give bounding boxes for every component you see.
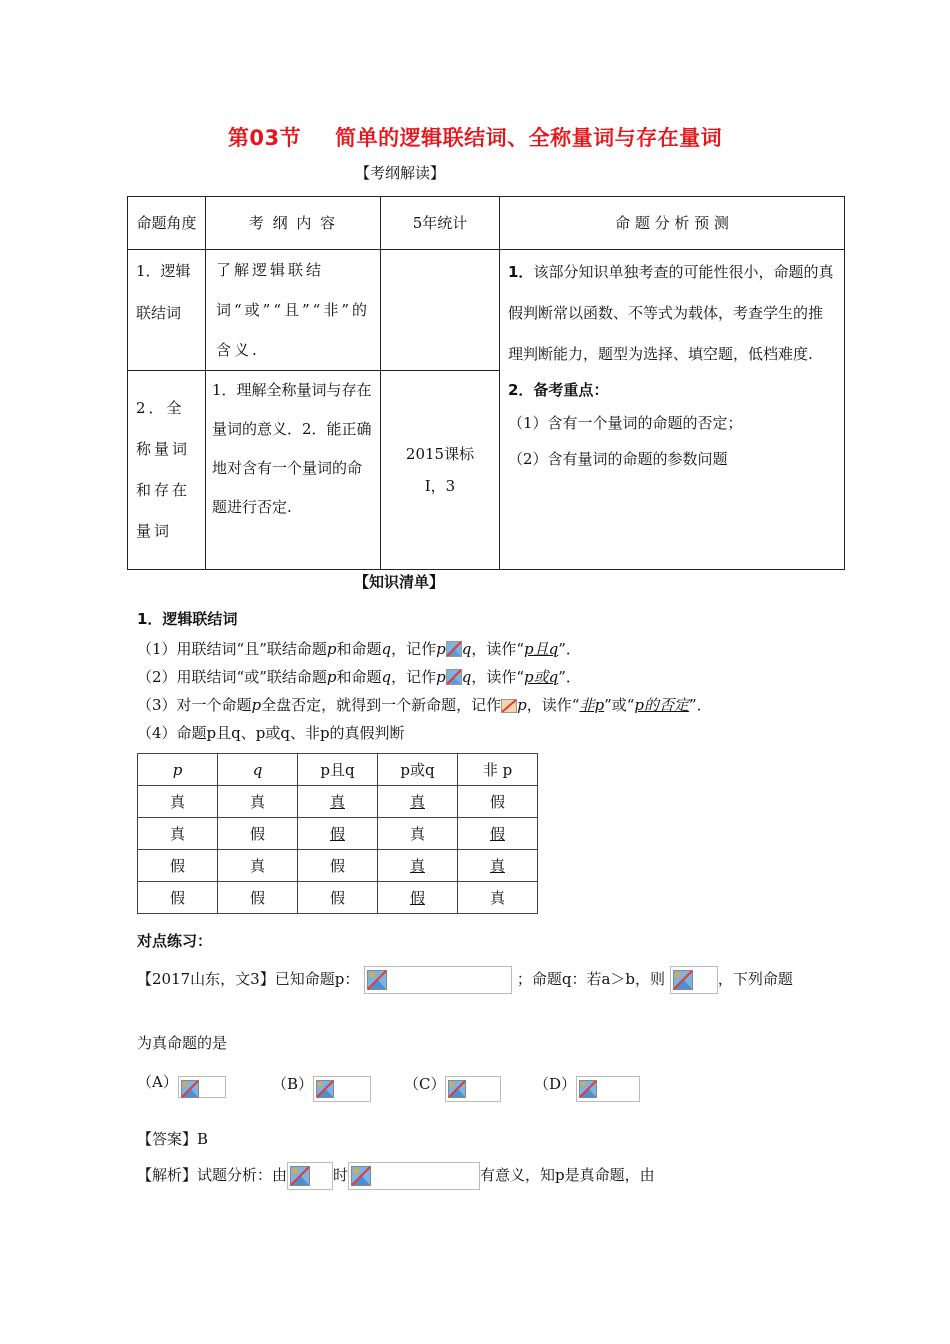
knowledge-heading: 【知识清单】 bbox=[354, 573, 445, 591]
image-placeholder-icon bbox=[501, 699, 517, 717]
question-line-2: 为真命题的是 bbox=[137, 1034, 228, 1052]
analysis-p1: 1．该部分知识单独考查的可能性很小，命题的真假判断常以函数、不等式为载体，考查学生的推理判断能力，题型为选择、填空题，低档难度. bbox=[508, 263, 834, 363]
analysis-p4: （2）含有量词的命题的参数问题 bbox=[508, 450, 728, 468]
row1-angle: 1．逻辑联结词 bbox=[128, 250, 206, 371]
formula-image bbox=[348, 1162, 480, 1190]
image-placeholder-icon bbox=[446, 641, 462, 661]
row1-stats bbox=[381, 250, 500, 371]
formula-image bbox=[445, 1076, 501, 1102]
truth-cell: 假 bbox=[458, 786, 538, 818]
section1-title: 1．逻辑联结词 bbox=[137, 610, 238, 628]
truth-cell: 真 bbox=[138, 786, 218, 818]
analysis-p3: （1）含有一个量词的命题的否定； bbox=[508, 414, 743, 432]
knowledge-item-4: （4）命题p且q、p或q、非p的真假判断 bbox=[137, 724, 405, 742]
formula-image bbox=[670, 966, 718, 994]
knowledge-item-2: （2）用联结词“或”联结命题p和命题q，记作p q，读作“p或q”． bbox=[137, 666, 581, 689]
formula-image bbox=[313, 1076, 371, 1102]
header-content: 考 纲 内 容 bbox=[206, 197, 381, 250]
knowledge-item-3: （3）对一个命题p全盘否定，就得到一个新命题，记作 p，读作“非p”或“p的否定”． bbox=[137, 694, 712, 717]
truth-cell: 假 bbox=[378, 882, 458, 914]
truth-cell: 真 bbox=[218, 850, 298, 882]
option-b: （B） bbox=[272, 1068, 371, 1102]
truth-cell: 真 bbox=[378, 786, 458, 818]
truth-cell: 假 bbox=[138, 850, 218, 882]
analysis-line: 【解析】试题分析：由 时 有意义，知p是真命题，由 bbox=[137, 1162, 655, 1190]
truth-header: p且q bbox=[298, 754, 378, 786]
truth-cell: 假 bbox=[218, 882, 298, 914]
row1-content: 了解逻辑联结词“或”“且”“非”的含义. bbox=[206, 250, 381, 371]
truth-cell: 真 bbox=[298, 786, 378, 818]
truth-cell: 真 bbox=[138, 818, 218, 850]
truth-cell: 假 bbox=[218, 818, 298, 850]
page-title: 第03节 简单的逻辑联结词、全称量词与存在量词 bbox=[227, 126, 723, 150]
formula-image bbox=[364, 966, 512, 994]
truth-cell: 假 bbox=[298, 850, 378, 882]
outline-heading: 【考纲解读】 bbox=[355, 164, 446, 182]
truth-cell: 真 bbox=[218, 786, 298, 818]
option-a: （A） bbox=[137, 1068, 226, 1098]
truth-cell: 真 bbox=[458, 882, 538, 914]
truth-cell: 真 bbox=[378, 818, 458, 850]
image-placeholder-icon bbox=[446, 669, 462, 689]
formula-image bbox=[287, 1162, 333, 1190]
option-d: （D） bbox=[534, 1068, 640, 1102]
question-line-1: 【2017山东，文3】已知命题p： ；命题q：若a＞b，则 ，下列命题 bbox=[137, 966, 793, 994]
truth-cell: 假 bbox=[298, 818, 378, 850]
header-stats: 5年统计 bbox=[381, 197, 500, 250]
option-c: （C） bbox=[404, 1068, 501, 1102]
header-analysis: 命 题 分 析 预 测 bbox=[500, 197, 845, 250]
formula-image bbox=[576, 1076, 640, 1102]
outline-table bbox=[127, 196, 845, 570]
truth-cell: 真 bbox=[458, 850, 538, 882]
row2-angle: 2．全称量词和存在量词 bbox=[128, 371, 206, 570]
truth-header: p bbox=[138, 754, 218, 786]
knowledge-item-1: （1）用联结词“且”联结命题p和命题q，记作p q，读作“p且q”． bbox=[137, 638, 581, 661]
truth-cell: 假 bbox=[458, 818, 538, 850]
truth-cell: 真 bbox=[378, 850, 458, 882]
practice-heading: 对点练习： bbox=[137, 932, 213, 950]
truth-header: 非 p bbox=[458, 754, 538, 786]
truth-table bbox=[137, 753, 538, 914]
row2-stats: 2015课标 Ⅰ，3 bbox=[381, 371, 500, 570]
truth-header: p或q bbox=[378, 754, 458, 786]
analysis-p2: 2．备考重点： bbox=[508, 381, 609, 399]
header-angle: 命题角度 bbox=[128, 197, 206, 250]
formula-image bbox=[178, 1076, 226, 1098]
truth-cell: 假 bbox=[138, 882, 218, 914]
analysis-cell bbox=[500, 250, 845, 570]
row2-content: 1．理解全称量词与存在量词的意义．2．能正确地对含有一个量词的命题进行否定. bbox=[206, 371, 381, 570]
truth-cell: 假 bbox=[298, 882, 378, 914]
truth-header: q bbox=[218, 754, 298, 786]
answer: 【答案】B bbox=[137, 1130, 209, 1148]
